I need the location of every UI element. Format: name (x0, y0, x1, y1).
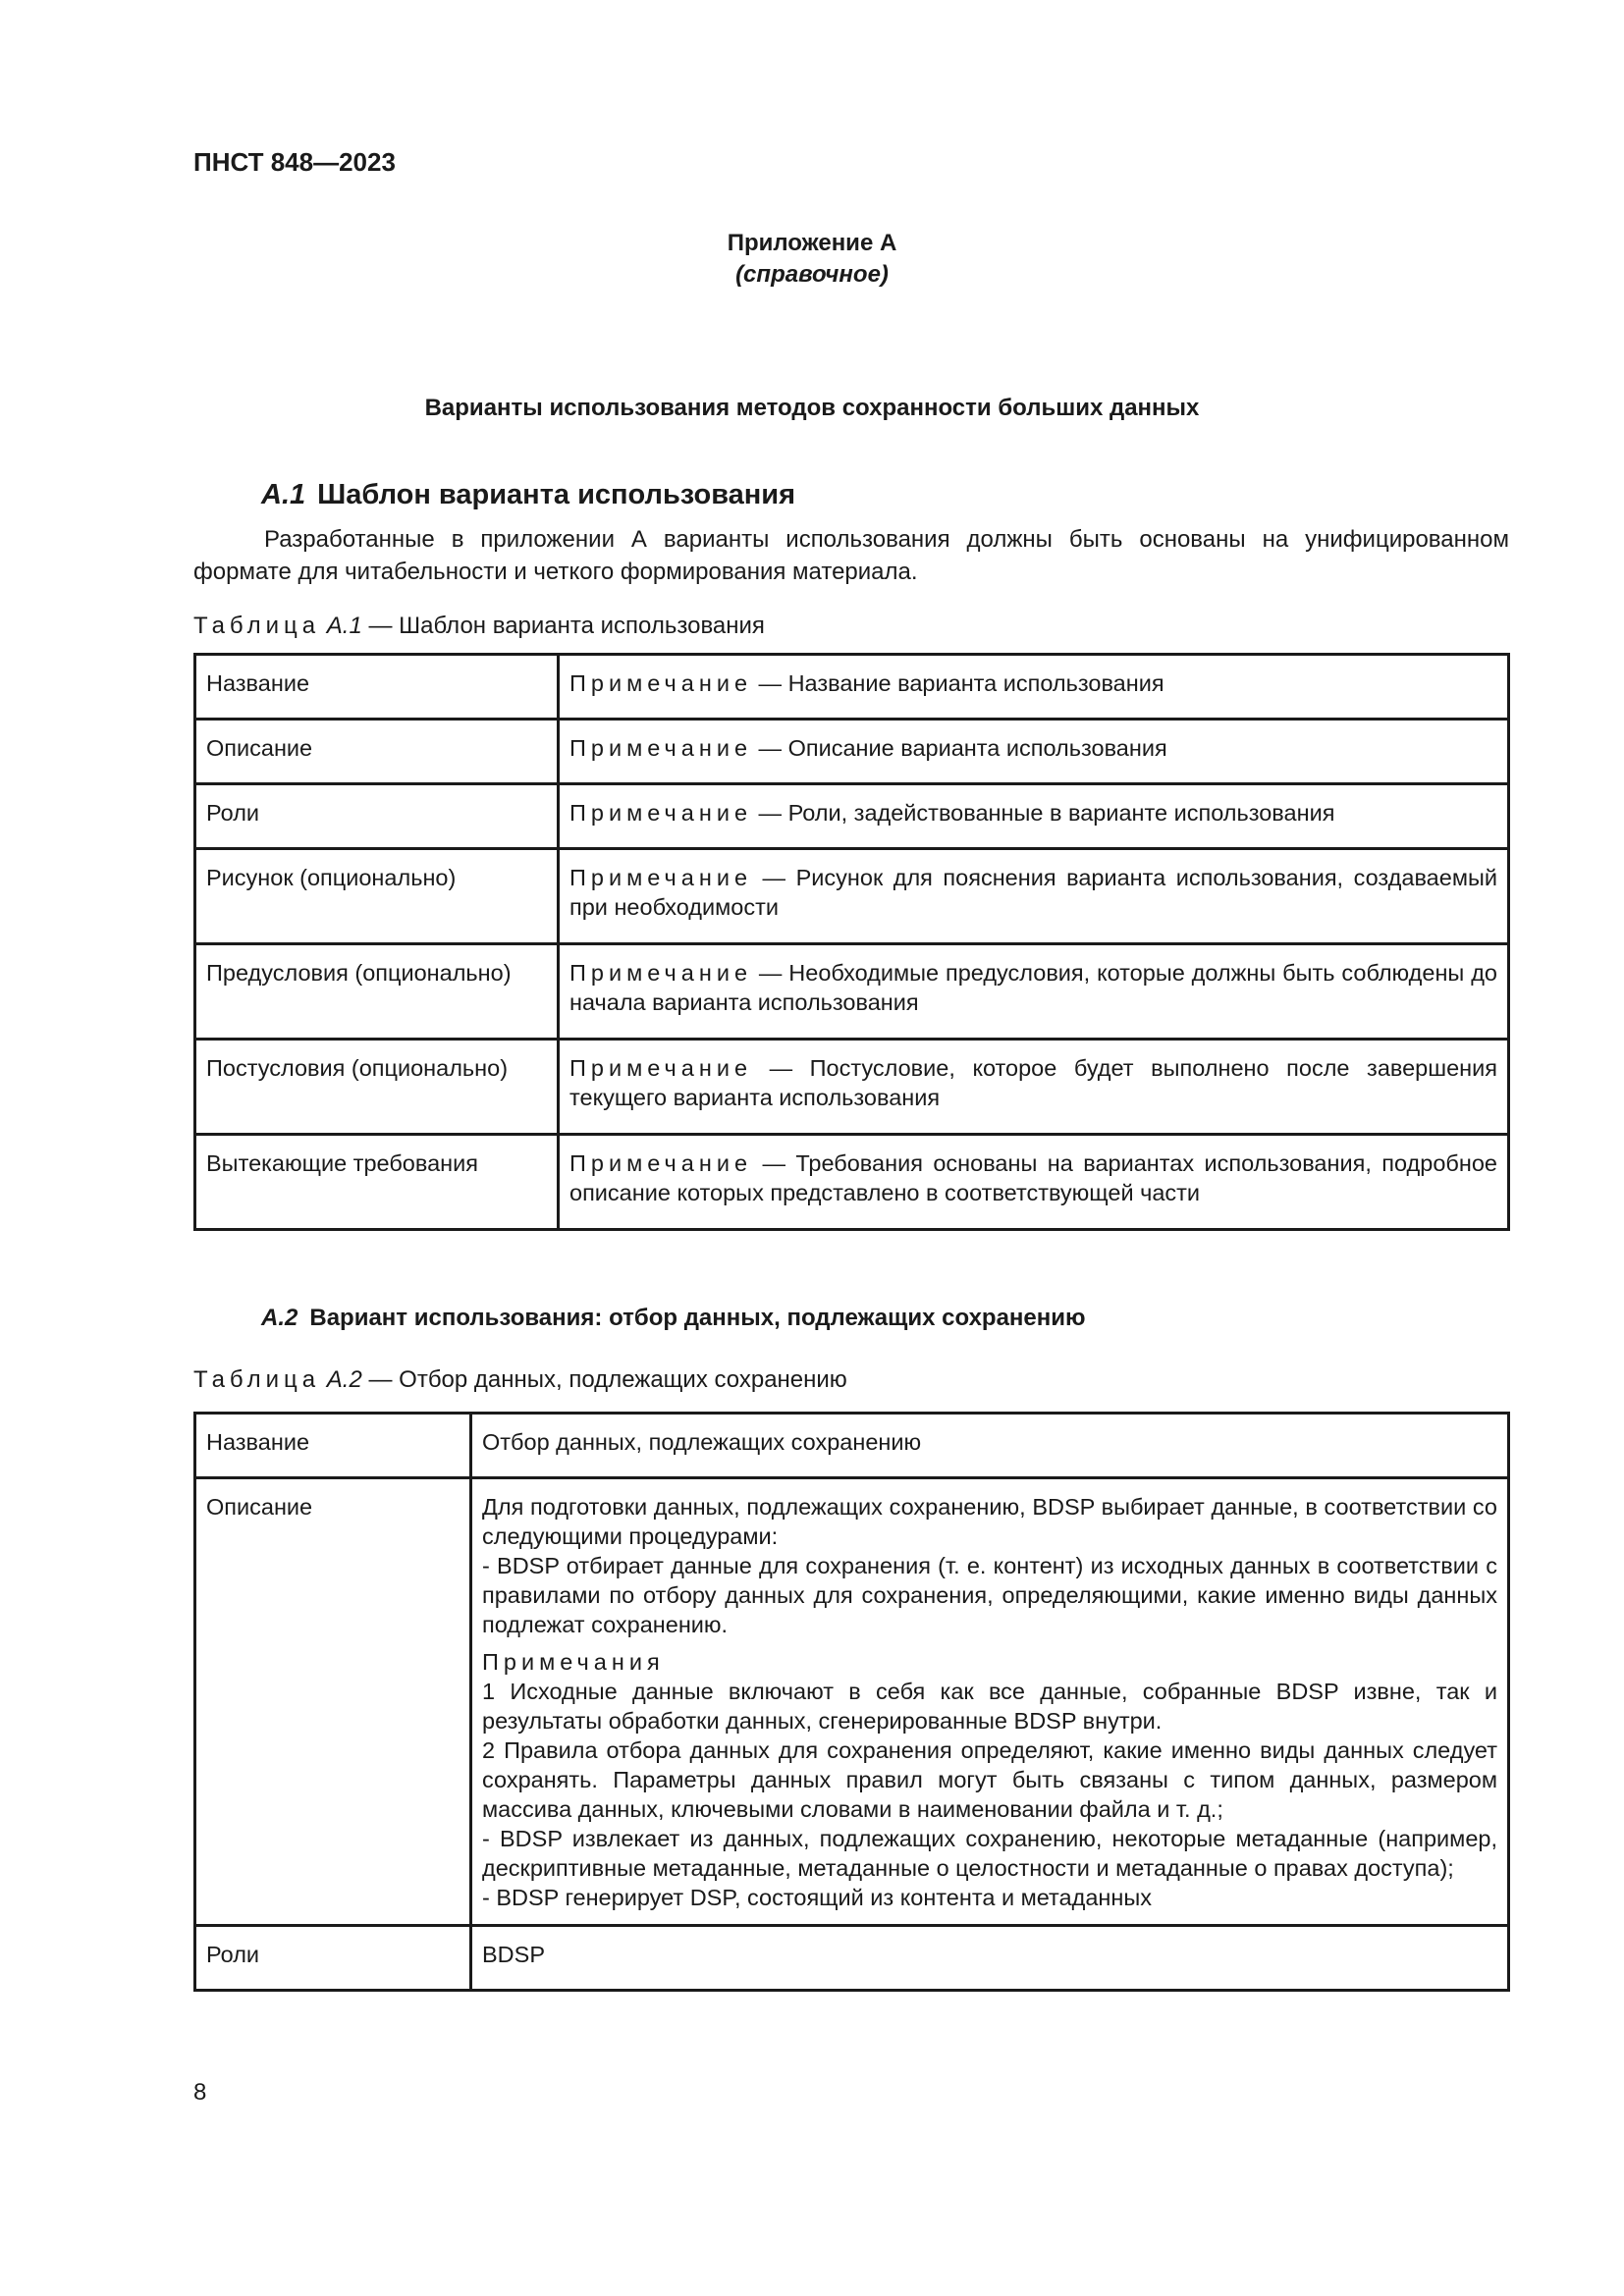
note-item: - BDSP извлекает из данных, подлежащих сохранению, некоторые метаданные (например, дескриптивные метаданные, метаданные о целостности и метаданные о правах доступа); (482, 1826, 1497, 1881)
table-row (195, 1926, 1509, 1991)
note-item: - BDSP генерирует DSP, состоящий из контента и метаданных (482, 1885, 1153, 1910)
appendix-subtitle: (справочное) (735, 261, 889, 288)
note-label: Примечание (569, 670, 753, 696)
table-row (195, 655, 1509, 720)
table-a2 (193, 1412, 1510, 1992)
note-label: Примечание (569, 1055, 753, 1081)
appendix-title: Приложение А (727, 230, 897, 256)
section-a1-heading (261, 479, 795, 511)
section-number: А.2 (261, 1305, 298, 1331)
row-label: Рисунок (опционально) (195, 849, 559, 944)
description-item: - BDSP отбирает данные для сохранения (т. е. контент) из исходных данных в соответствии с правилами по отбору данных для сохранения, определяющими, какие именно виды данных подлежат сохранению. (482, 1553, 1497, 1637)
section-a1-paragraph: Разработанные в приложении А варианты использования должны быть основаны на унифицированном формате для читабельности и четкого формирования материала. (193, 526, 1509, 585)
note-text: — Постусловие, которое будет выполнено после завершения текущего варианта использования (569, 1055, 1497, 1110)
note-label: Примечание (569, 735, 753, 761)
table-row (195, 1478, 1509, 1926)
table-row (195, 1414, 1509, 1478)
table-row (195, 944, 1509, 1040)
note-label: Примечание (569, 865, 753, 890)
row-label: Роли (195, 784, 559, 849)
row-description (471, 1478, 1509, 1926)
row-label: Описание (195, 1478, 471, 1926)
row-note (559, 784, 1509, 849)
row-note (559, 655, 1509, 720)
note-item: 2 Правила отбора данных для сохранения определяют, какие именно виды данных следует сохранять. Параметры данных правил могут быть связаны с типом данных, размером массива данных, ключевыми словами в наименовании файла и т. д.; (482, 1737, 1497, 1822)
caption-number: А.1 (326, 613, 362, 639)
note-text: — Необходимые предусловия, которые должны быть соблюдены до начала варианта использования (569, 960, 1497, 1015)
section-a2-heading (261, 1305, 1086, 1332)
row-note (559, 720, 1509, 784)
row-note (559, 944, 1509, 1040)
note-text: — Роли, задействованные в варианте использования (752, 800, 1335, 826)
note-label: Примечание (569, 800, 753, 826)
note-text: — Описание варианта использования (752, 735, 1167, 761)
caption-word: Таблица (193, 1366, 321, 1393)
table-row (195, 1135, 1509, 1230)
table-row (195, 720, 1509, 784)
notes-label: Примечания (482, 1649, 665, 1675)
row-label: Название (195, 1414, 471, 1478)
section-title: Вариант использования: отбор данных, подлежащих сохранению (309, 1305, 1086, 1331)
caption-number: А.2 (326, 1366, 362, 1393)
row-value: Отбор данных, подлежащих сохранению (471, 1414, 1509, 1478)
notes-block (482, 1647, 1497, 1912)
row-label: Название (195, 655, 559, 720)
note-text: — Название варианта использования (752, 670, 1164, 696)
row-label: Вытекающие требования (195, 1135, 559, 1230)
description-text (482, 1492, 1497, 1639)
note-text: — Требования основаны на вариантах использования, подробное описание которых представлено в соответствующей части (569, 1150, 1497, 1205)
row-label: Описание (195, 720, 559, 784)
section-number: А.1 (261, 479, 306, 510)
row-value: BDSP (471, 1926, 1509, 1991)
note-text: — Рисунок для пояснения варианта использования, создаваемый при необходимости (569, 865, 1497, 920)
table-a1 (193, 653, 1510, 1231)
note-item: 1 Исходные данные включают в себя как все данные, собранные BDSP извне, так и результаты обработки данных, сгенерированные BDSP внутри. (482, 1679, 1497, 1734)
table-a1-caption (193, 613, 765, 640)
main-title: Варианты использования методов сохранности больших данных (424, 395, 1200, 421)
table-a2-caption (193, 1366, 847, 1394)
table-row (195, 784, 1509, 849)
row-note (559, 849, 1509, 944)
caption-word: Таблица (193, 613, 321, 639)
table-row (195, 849, 1509, 944)
description-intro: Для подготовки данных, подлежащих сохранению, BDSP выбирает данные, в соответствии со следующими процедурами: (482, 1494, 1497, 1549)
row-label: Предусловия (опционально) (195, 944, 559, 1040)
row-label: Постусловия (опционально) (195, 1040, 559, 1135)
section-title: Шаблон варианта использования (317, 479, 796, 510)
row-note (559, 1040, 1509, 1135)
caption-text: — Шаблон варианта использования (368, 613, 765, 639)
caption-text: — Отбор данных, подлежащих сохранению (368, 1366, 847, 1393)
page-number: 8 (193, 2079, 207, 2106)
table-row (195, 1040, 1509, 1135)
note-label: Примечание (569, 1150, 753, 1176)
document-number: ПНСТ 848—2023 (193, 147, 396, 177)
row-note (559, 1135, 1509, 1230)
note-label: Примечание (569, 960, 753, 986)
row-label: Роли (195, 1926, 471, 1991)
